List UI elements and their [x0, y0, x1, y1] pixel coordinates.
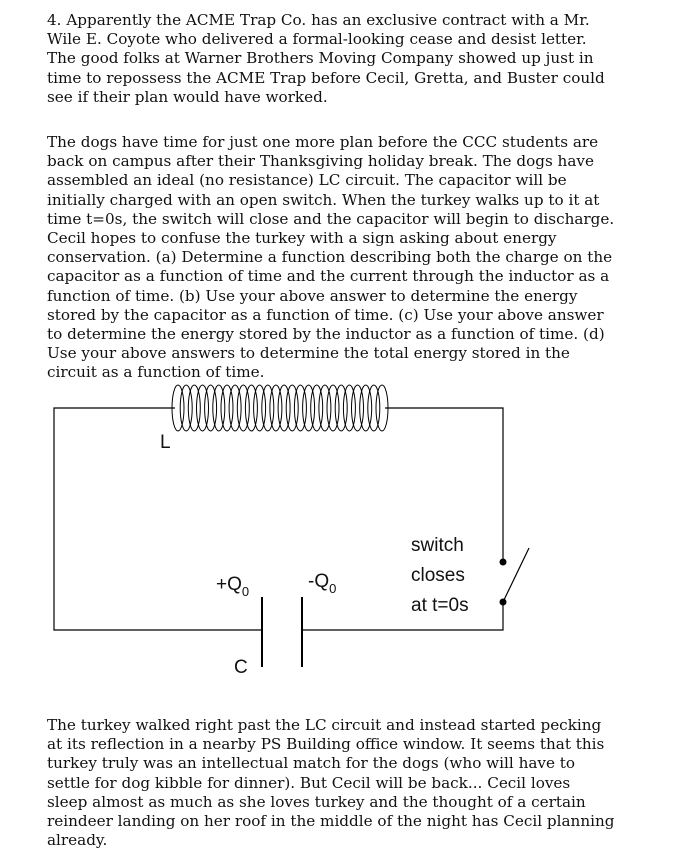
text-line: The turkey walked right past the LC circuit and instead started pecking [47, 716, 602, 734]
text-line: assembled an ideal (no resistance) LC circuit. The capacitor will be [47, 171, 567, 190]
negative-charge-label [308, 571, 336, 596]
text-line: initially charged with an open switch. When the turkey walks up to it at [47, 190, 600, 209]
switch-label-line-2: closes [411, 565, 465, 586]
positive-charge-text: +Q [216, 574, 242, 595]
text-line: The good folks at Warner Brothers Moving Company showed up just in [47, 49, 594, 68]
text-line: back on campus after their Thanksgiving holiday break. The dogs have [47, 152, 594, 171]
switch-label-line-3: at t=0s [411, 595, 469, 616]
text-line: time t=0s, the switch will close and the capacitor will begin to discharge. [47, 209, 615, 228]
text-line: already. [47, 831, 108, 850]
text-line: Wile E. Coyote who delivered a formal-looking cease and desist letter. [47, 30, 587, 49]
switch-contact-top [500, 559, 507, 566]
text-line: turkey truly was an intellectual match for the dogs (who will have to [47, 754, 576, 773]
text-line: stored by the capacitor as a function of time. (c) Use your above answer [47, 305, 604, 324]
text-line: The dogs have time for just one more plan before the CCC students are [47, 133, 599, 151]
ending-paragraph [47, 716, 647, 850]
text-line: 4. Apparently the ACME Trap Co. has an exclusive contract with a Mr. [47, 11, 590, 29]
positive-charge-subscript: 0 [241, 584, 250, 599]
text-line: sleep almost as much as she loves turkey and the thought of a certain [47, 792, 586, 811]
text-line: Use your above answers to determine the total energy stored in the [47, 344, 570, 363]
text-line: circuit as a function of time. [47, 363, 265, 382]
text-line: time to repossess the ACME Trap before Cecil, Gretta, and Buster could [47, 68, 605, 87]
text-line: see if their plan would have worked. [47, 87, 328, 106]
text-line: at its reflection in a nearby PS Building office window. It seems that this [47, 735, 605, 754]
negative-charge-subscript: 0 [329, 581, 337, 596]
wire-left [54, 408, 262, 630]
capacitor-label: C [234, 657, 248, 678]
text-line: reindeer landing on her roof in the middle of the night has Cecil planning [47, 812, 615, 831]
inductor-coil [172, 385, 388, 431]
text-line: to determine the energy stored by the inductor as a function of time. (d) [47, 325, 605, 344]
wire-right-bottom [302, 603, 503, 630]
switch-lever [503, 548, 529, 602]
positive-charge-label [216, 574, 249, 599]
text-line: settle for dog kibble for dinner). But Cecil will be back... Cecil loves [47, 773, 571, 792]
negative-charge-text: -Q [308, 571, 330, 592]
text-line: capacitor as a function of time and the current through the inductor as a [47, 267, 610, 286]
inductor-label: L [160, 432, 171, 453]
text-line: conservation. (a) Determine a function describing both the charge on the [47, 248, 613, 267]
text-line: Cecil hopes to confuse the turkey with a sign asking about energy [47, 229, 557, 248]
switch-label-line-1: switch [411, 535, 464, 556]
text-line: function of time. (b) Use your above answer to determine the energy [47, 286, 578, 305]
